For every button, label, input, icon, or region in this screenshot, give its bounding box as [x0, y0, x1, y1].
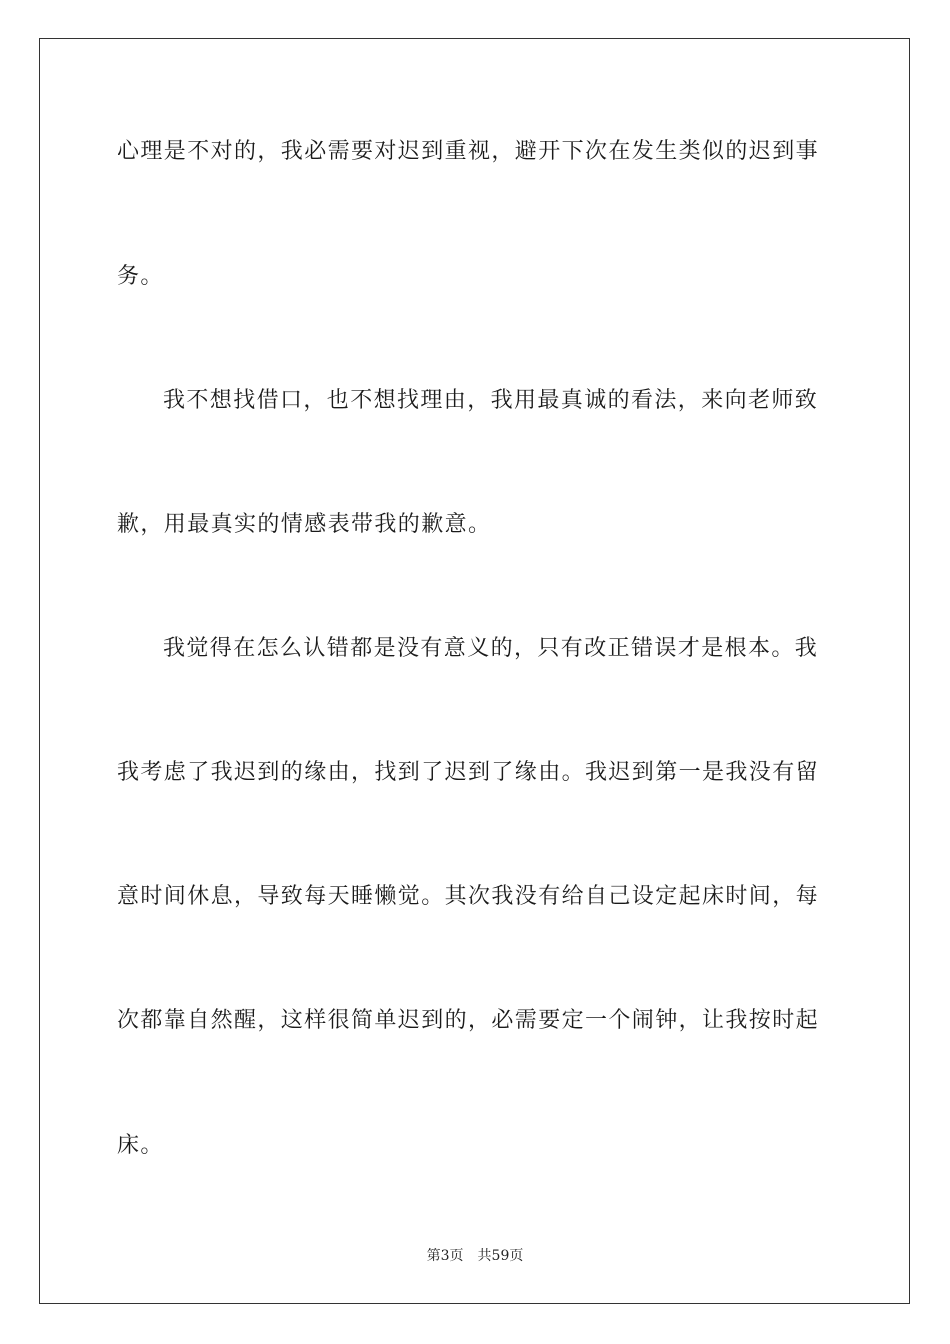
body-line: 床。 [117, 1133, 164, 1158]
body-line: 意时间休息，导致每天睡懒觉。其次我没有给自己设定起床时间，每 [117, 884, 820, 909]
page-footer [0, 1247, 950, 1265]
body-line: 歉，用最真实的情感表带我的歉意。 [117, 512, 492, 537]
body-line: 次都靠自然醒，这样很简单迟到的，必需要定一个闹钟，让我按时起 [117, 1008, 820, 1033]
page-border [39, 38, 910, 1304]
page-number: 第3页 [426, 1248, 464, 1264]
page-total: 共59页 [477, 1248, 524, 1264]
body-line: 务。 [117, 264, 164, 289]
paragraph-start-line: 我不想找借口，也不想找理由，我用最真诚的看法，来向老师致 [163, 388, 819, 413]
body-line: 心理是不对的，我必需要对迟到重视，避开下次在发生类似的迟到事 [117, 139, 820, 164]
body-line: 我考虑了我迟到的缘由，找到了迟到了缘由。我迟到第一是我没有留 [117, 760, 820, 785]
paragraph-start-line: 我觉得在怎么认错都是没有意义的，只有改正错误才是根本。我 [163, 636, 819, 661]
